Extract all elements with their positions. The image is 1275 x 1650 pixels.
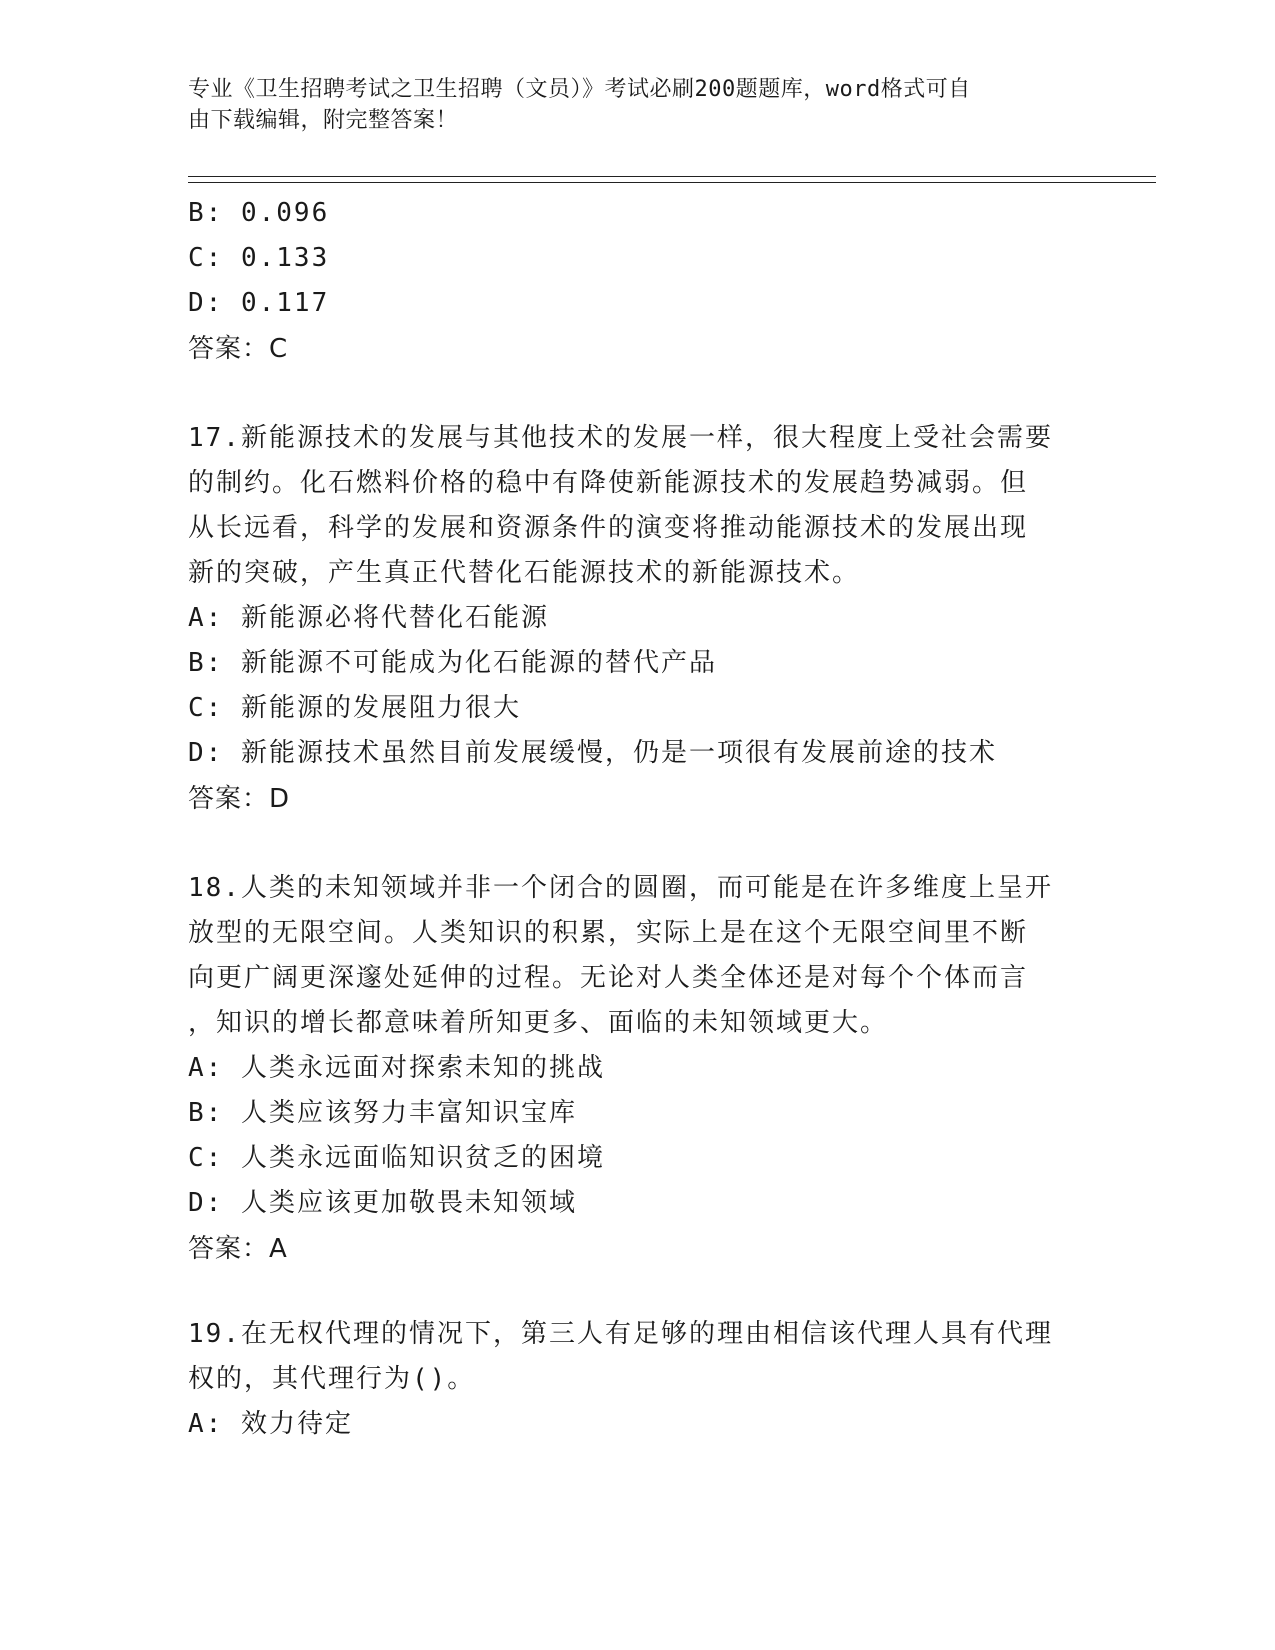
question-stem-line: 17.新能源技术的发展与其他技术的发展一样，很大程度上受社会需要	[188, 423, 1053, 453]
question-17	[188, 416, 1088, 822]
option-d: D: 新能源技术虽然目前发展缓慢，仍是一项很有发展前途的技术	[188, 738, 997, 768]
answer-line: 答案：A	[188, 1234, 288, 1264]
spacer	[188, 1272, 1088, 1312]
spacer	[188, 822, 1088, 866]
answer-line: 答案：D	[188, 784, 291, 814]
question-stem-line: 的制约。化石燃料价格的稳中有降使新能源技术的发展趋势减弱。但	[188, 468, 1029, 498]
question-stem-line: 18.人类的未知领域并非一个闭合的圆圈，而可能是在许多维度上呈开	[188, 873, 1053, 903]
option-a: A: 效力待定	[188, 1409, 353, 1439]
option-c: C: 人类永远面临知识贫乏的困境	[188, 1143, 605, 1173]
option-a: A: 新能源必将代替化石能源	[188, 603, 549, 633]
option-d: D: 人类应该更加敬畏未知领域	[188, 1188, 577, 1218]
header-line: 专业《卫生招聘考试之卫生招聘（文员）》考试必刷200题题库，word格式可自	[188, 77, 971, 102]
question-stem-line: 从长远看，科学的发展和资源条件的演变将推动能源技术的发展出现	[188, 513, 1029, 543]
question-content	[188, 191, 1088, 1447]
question-19	[188, 1312, 1088, 1447]
option-c: C: 新能源的发展阻力很大	[188, 693, 521, 723]
question-stem-line: 新的突破，产生真正代替化石能源技术的新能源技术。	[188, 558, 861, 588]
option-b: B: 人类应该努力丰富知识宝库	[188, 1098, 577, 1128]
option-d: D: 0.117	[188, 288, 330, 318]
spacer	[188, 372, 1088, 416]
answer-line: 答案：C	[188, 334, 289, 364]
header-rule-bottom	[188, 182, 1156, 183]
document-header	[188, 74, 1088, 136]
header-line: 由下载编辑，附完整答案！	[188, 108, 459, 133]
option-a: A: 人类永远面对探索未知的挑战	[188, 1053, 605, 1083]
header-rule-top	[188, 176, 1156, 177]
previous-question-tail	[188, 191, 1088, 372]
option-b: B: 0.096	[188, 198, 330, 228]
question-stem-line: ，知识的增长都意味着所知更多、面临的未知领域更大。	[188, 1008, 889, 1038]
question-stem-line: 向更广阔更深邃处延伸的过程。无论对人类全体还是对每个个体而言	[188, 963, 1029, 993]
option-b: B: 新能源不可能成为化石能源的替代产品	[188, 648, 717, 678]
option-c: C: 0.133	[188, 243, 330, 273]
question-stem-line: 权的，其代理行为()。	[188, 1364, 476, 1394]
question-stem-line: 19.在无权代理的情况下，第三人有足够的理由相信该代理人具有代理	[188, 1319, 1053, 1349]
question-stem-line: 放型的无限空间。人类知识的积累，实际上是在这个无限空间里不断	[188, 918, 1029, 948]
question-18	[188, 866, 1088, 1272]
